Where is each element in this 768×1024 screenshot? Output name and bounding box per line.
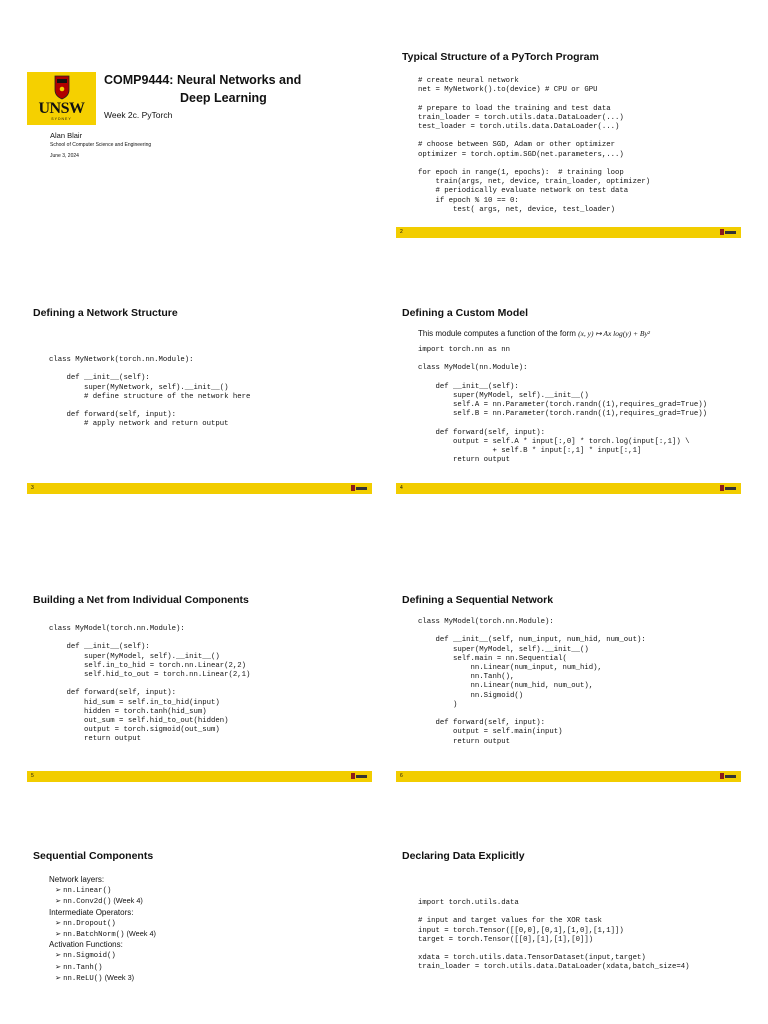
slide-footer bbox=[27, 771, 372, 782]
slide-5 bbox=[27, 583, 372, 795]
page-number: 3 bbox=[31, 485, 34, 491]
item-code: nn.Tanh() bbox=[63, 963, 103, 972]
unsw-mini-logo-icon bbox=[720, 485, 736, 492]
course-title-line2: Deep Learning bbox=[180, 91, 267, 105]
item-code: nn.BatchNorm() bbox=[63, 931, 125, 940]
title-slide bbox=[27, 40, 372, 250]
code-block: class MyNetwork(torch.nn.Module): def __init__(self): super(MyNetwork, self).__init__() # define structure of the network here def forward(self, input): # apply network and return output bbox=[49, 356, 251, 429]
logo-subtext: SYDNEY bbox=[51, 117, 72, 121]
slide-6 bbox=[396, 583, 741, 795]
slide-title: Sequential Components bbox=[33, 850, 154, 862]
list-item: ➢ nn.Dropout() bbox=[55, 917, 116, 928]
logo-text: UNSW bbox=[38, 100, 85, 117]
list-item: ➢ nn.ReLU() (Week 3) bbox=[55, 972, 135, 983]
page-number: 5 bbox=[31, 773, 34, 779]
slide-footer bbox=[27, 483, 372, 494]
list-item: ➢ nn.Conv2d() (Week 4) bbox=[55, 896, 143, 907]
item-note: (Week 4) bbox=[113, 896, 143, 906]
code-block: class MyModel(torch.nn.Module): def __init__(self, num_input, num_hid, num_out): super(MyModel, self).__init__() self.main = nn.Sequential( nn.Linear(num_input, num_hid), nn.Tanh(), nn.Linear(num_hid, num_out), nn.Sigmoid() ) def forward(self, input): output = self.main(input) return output bbox=[418, 618, 646, 746]
slide-title: Defining a Custom Model bbox=[402, 307, 528, 319]
slide-footer bbox=[396, 227, 741, 238]
slide-title: Typical Structure of a PyTorch Program bbox=[402, 51, 599, 63]
code-block: import torch.nn as nn class MyModel(nn.Module): def __init__(self): super(MyModel, self).__init__() self.A = nn.Parameter(torch.randn((1),requires_grad=True)) self.B = nn.Parameter(torch.randn((1),requires_grad=True)) def forward(self, input): output = self.A * input[:,0] * torch.log(input[:,1]) \ + self.B * input[:,1] * input[:,1] return output bbox=[418, 346, 708, 465]
code-block: import torch.utils.data # input and target values for the XOR task input = torch.Tensor([[0,0],[0,1],[1,0],[1,1]]) target = torch.Tensor([[0],[1],[1],[0]]) xdata = torch.utils.data.TensorDataset(input,target) train_loader = torch.utils.data.DataLoader(xdata,batch_size=4) bbox=[418, 899, 690, 972]
item-note: (Week 4) bbox=[126, 929, 156, 939]
formula: (x, y) ↦ Ax log(y) + By² bbox=[578, 329, 651, 338]
item-code: nn.Conv2d() bbox=[63, 898, 112, 907]
item-code: nn.ReLU() bbox=[63, 974, 103, 983]
unsw-mini-logo-icon bbox=[351, 773, 367, 780]
slide-footer bbox=[396, 771, 741, 782]
unsw-mini-logo-icon bbox=[720, 773, 736, 780]
list-item: ➢ nn.Linear() bbox=[55, 885, 112, 896]
slide-title: Defining a Sequential Network bbox=[402, 594, 554, 606]
item-code: nn.Sigmoid() bbox=[63, 952, 116, 961]
unsw-logo bbox=[27, 72, 96, 125]
slide-title: Declaring Data Explicitly bbox=[402, 850, 525, 862]
page-number: 6 bbox=[400, 773, 403, 779]
item-note: (Week 3) bbox=[104, 972, 135, 982]
slide-title: Defining a Network Structure bbox=[33, 307, 178, 319]
slide-title: Building a Net from Individual Components bbox=[33, 594, 249, 606]
subtitle: Week 2c. PyTorch bbox=[104, 110, 173, 120]
unsw-mini-logo-icon bbox=[720, 229, 736, 236]
slide-footer bbox=[396, 483, 741, 494]
slide-7 bbox=[27, 839, 372, 1024]
list-item: ➢ nn.Tanh() bbox=[55, 961, 103, 972]
group-label: Activation Functions: bbox=[49, 940, 123, 950]
slide-2 bbox=[396, 40, 741, 252]
item-code: nn.Linear() bbox=[63, 887, 112, 896]
item-code: nn.Dropout() bbox=[63, 919, 116, 928]
list-item: ➢ nn.BatchNorm() (Week 4) bbox=[55, 929, 156, 940]
course-title-line1: COMP9444: Neural Networks and bbox=[104, 73, 302, 87]
date: June 3, 2024 bbox=[50, 153, 79, 159]
slide-3 bbox=[27, 296, 372, 508]
intro-sentence: This module computes a function of the form bbox=[418, 329, 576, 338]
slide-4 bbox=[396, 296, 741, 508]
list-item: ➢ nn.Sigmoid() bbox=[55, 950, 116, 961]
page-number: 4 bbox=[400, 485, 403, 491]
component-list bbox=[49, 875, 156, 984]
unsw-mini-logo-icon bbox=[351, 485, 367, 492]
school: School of Computer Science and Engineering bbox=[50, 142, 152, 148]
page-number: 2 bbox=[400, 229, 403, 235]
slide-8 bbox=[396, 839, 741, 1024]
code-block: # create neural network net = MyNetwork().to(device) # CPU or GPU # prepare to load the training and test data train_loader = torch.utils.data.DataLoader(...) test_loader = torch.utils.data.DataLoader(...) # choose between SGD, Adam or other optimizer optimizer = torch.optim.SGD(net.parameters,...) for epoch in range(1, epochs): # training loop train(args, net, device, train_loader, optimizer) # periodically evaluate network on test data if epoch % 10 == 0: test( args, net, device, test_loader) bbox=[418, 77, 651, 214]
group-label: Intermediate Operators: bbox=[49, 907, 134, 917]
group-label: Network layers: bbox=[49, 875, 105, 884]
code-block: class MyModel(torch.nn.Module): def __init__(self): super(MyModel, self).__init__() self.in_to_hid = torch.nn.Linear(2,2) self.hid_to_out = torch.nn.Linear(2,1) def forward(self, input): hid_sum = self.in_to_hid(input) hidden = torch.tanh(hid_sum) out_sum = self.hid_to_out(hidden) output = torch.sigmoid(out_sum) return output bbox=[49, 625, 251, 744]
author: Alan Blair bbox=[50, 131, 83, 140]
intro-text bbox=[418, 329, 650, 338]
